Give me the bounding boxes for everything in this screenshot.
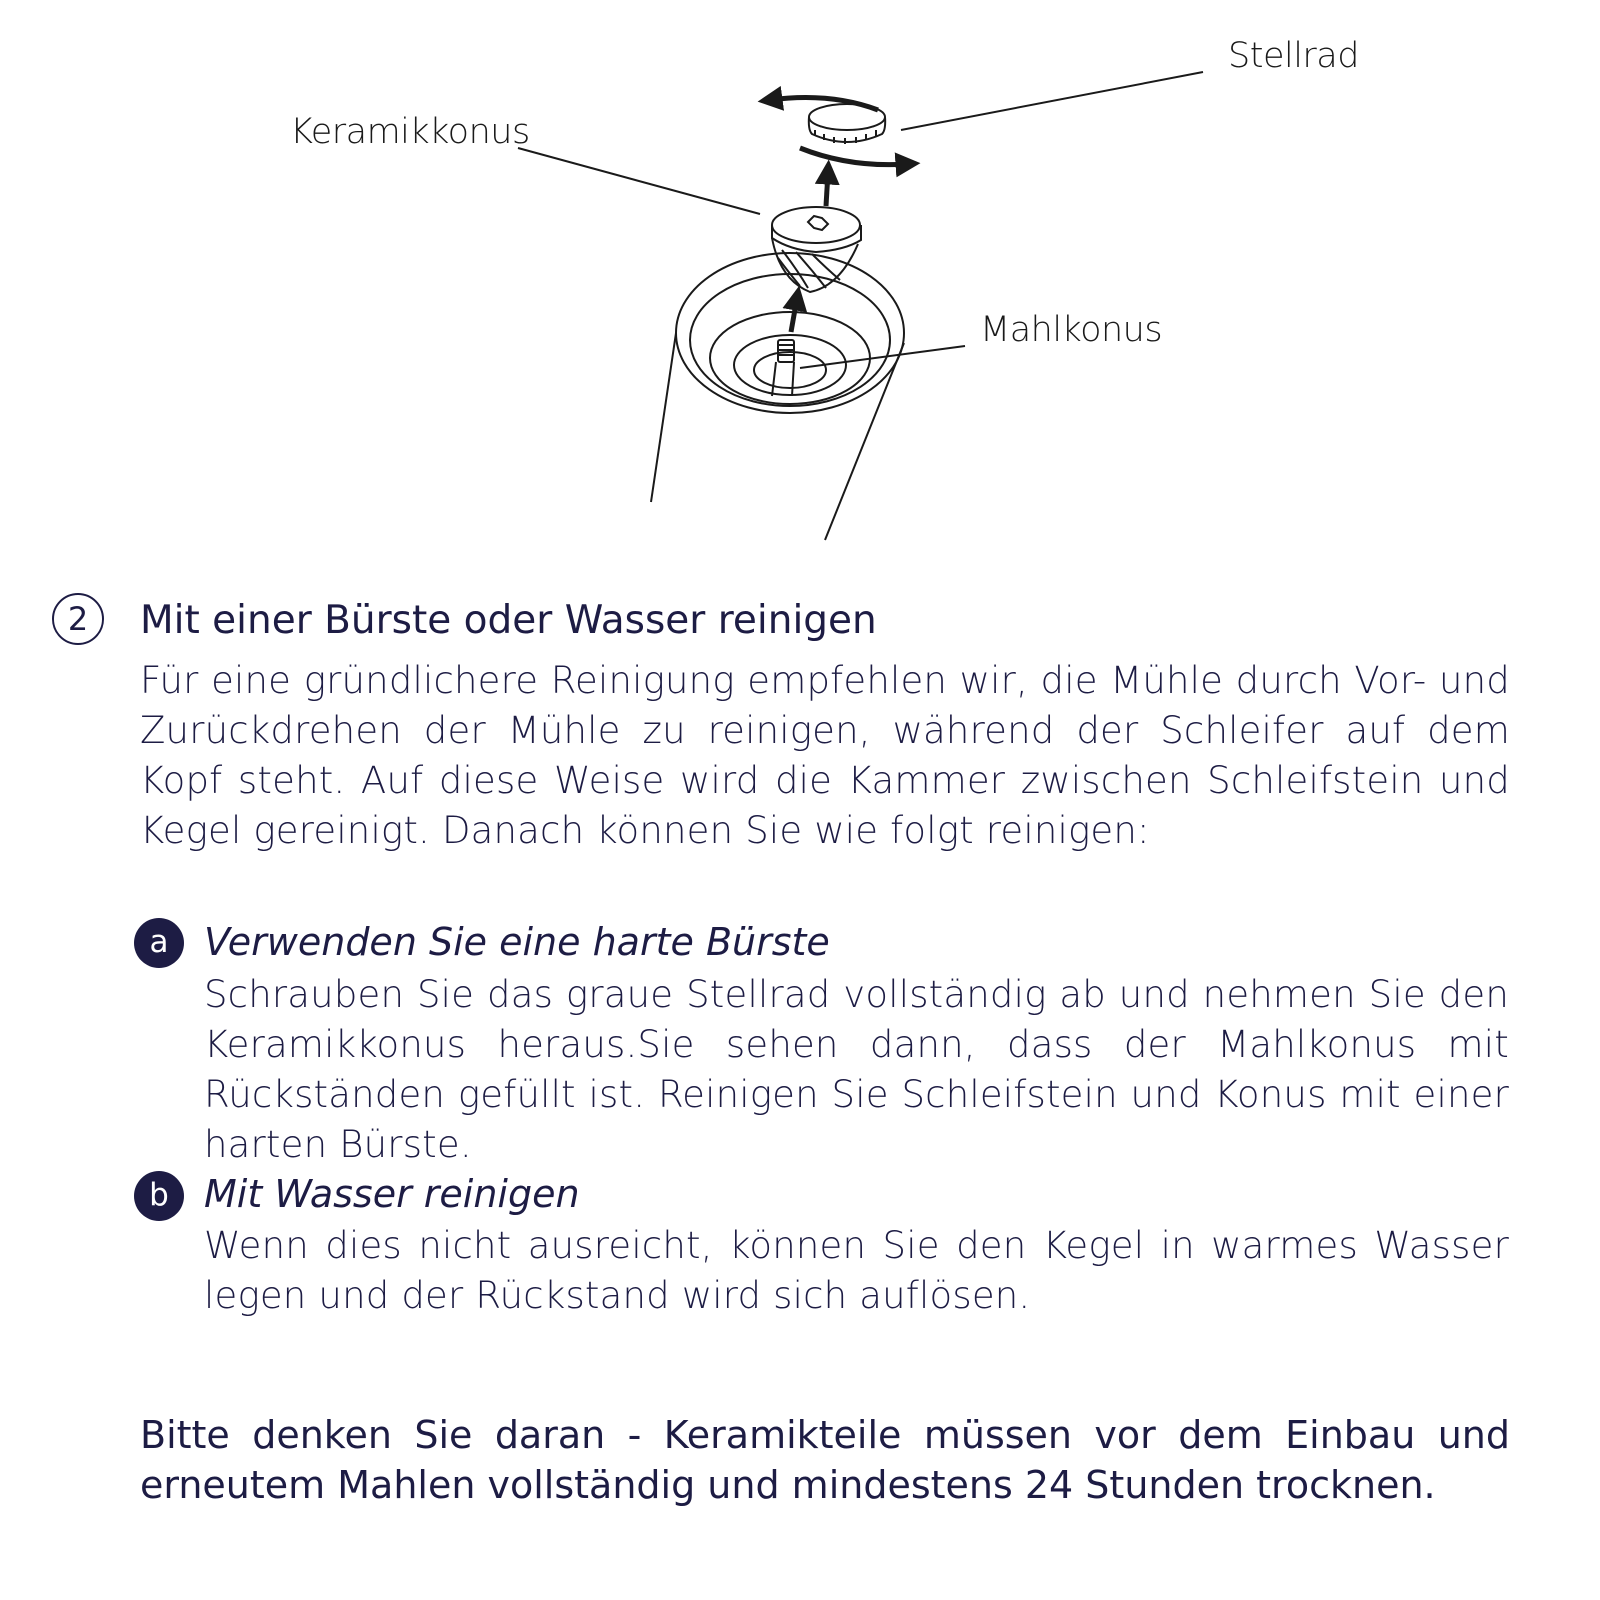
lift-cone-arrow <box>791 298 797 332</box>
substep-b-badge: b <box>134 1171 184 1221</box>
step-title: Mit einer Bürste oder Wasser reinigen <box>140 598 877 643</box>
grinder-diagram <box>0 0 1600 580</box>
substep-a-text: Schrauben Sie das graue Stellrad vollständig ab und nehmen Sie den Keramikkonus heraus.Sie sehen dann, dass der Mahlkonus mit Rückständen gefüllt ist. Reinigen Sie Schleifstein und Konus mit einer harten Bürste. <box>204 973 1509 1166</box>
grinder-body <box>651 253 904 540</box>
stellrad-leader-line <box>901 72 1203 130</box>
mahlkonus-label: Mahlkonus <box>980 310 1163 350</box>
keramikkonus-label: Keramikkonus <box>290 112 530 152</box>
keramikkonus-part <box>772 207 861 292</box>
lift-wheel-arrow <box>826 172 828 206</box>
substep-b-text: Wenn dies nicht ausreicht, können Sie den Kegel in warmes Wasser legen und der Rückstand wird sich auflösen. <box>204 1224 1509 1317</box>
step-number-badge: 2 <box>52 593 104 645</box>
drying-note: Bitte denken Sie daran - Keramikteile müssen vor dem Einbau und erneutem Mahlen vollständig und mindestens 24 Stunden trocknen. <box>140 1413 1510 1507</box>
keramikkonus-leader-line <box>518 148 760 214</box>
step-intro-text: Für eine gründlichere Reinigung empfehlen wir, die Mühle durch Vor- und Zurückdrehen der Mühle zu reinigen, während der Schleifer auf dem Kopf steht. Auf diese Weise wird die Kammer zwischen Schleifstein und Kegel gereinigt. Danach können Sie wie folgt reinigen: <box>140 659 1510 852</box>
rotate-right-arrow <box>800 148 908 165</box>
stellrad-label: Stellrad <box>1228 36 1359 76</box>
substep-a-badge: a <box>134 918 184 968</box>
substep-b-title: Mit Wasser reinigen <box>204 1172 580 1216</box>
substep-a-title: Verwenden Sie eine harte Bürste <box>204 920 830 964</box>
rotate-left-arrow <box>770 98 878 110</box>
